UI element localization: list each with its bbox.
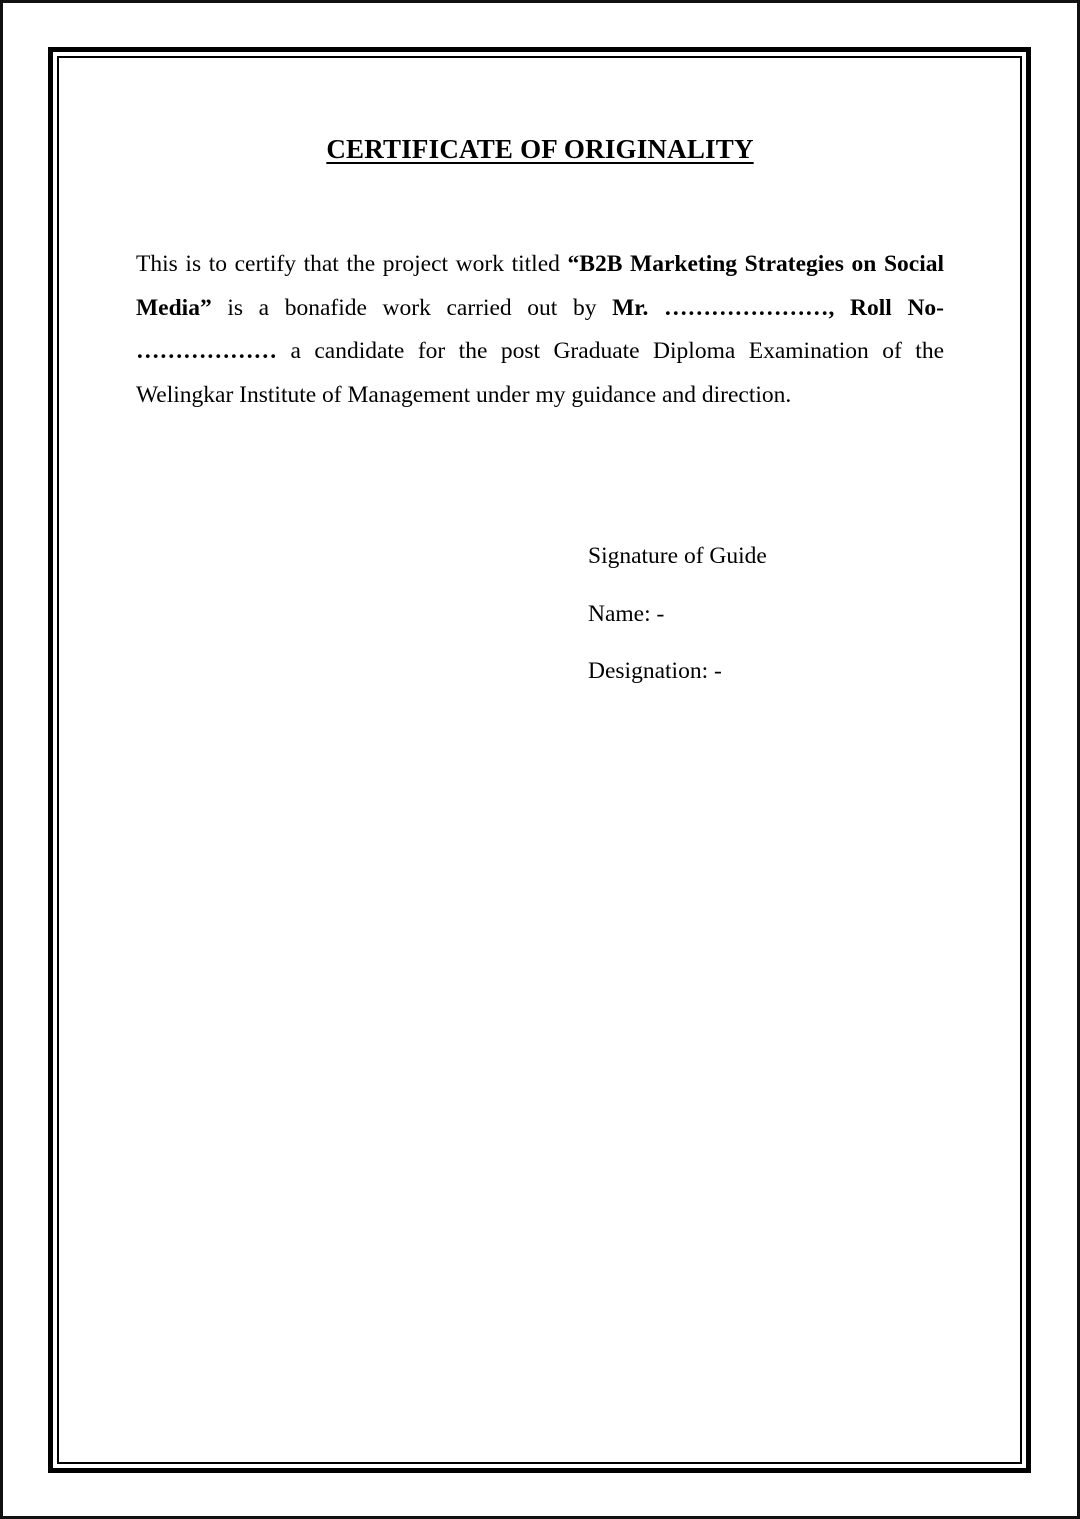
signature-of-guide-label: Signature of Guide [588,543,767,569]
certificate-body [136,243,944,417]
certificate-title: CERTIFICATE OF ORIGINALITY [326,134,754,164]
project-title: “B2B Marketing Strategies on Social Media” [136,251,945,321]
signature-block [588,539,767,712]
body-candidate-text: a candidate for the post Graduate Diploma Examination of the Welingkar Institute of Management under my guidance and direction. [136,338,944,408]
guide-designation-label: Designation: - [588,658,722,684]
guide-name-label: Name: - [588,600,665,627]
body-intro: This is to certify that the project work titled [136,251,568,277]
student-roll-placeholder: Mr. …………………, Roll No- ……………… [136,294,944,364]
body-carried-out: is a bonafide work carried out by [211,294,613,321]
